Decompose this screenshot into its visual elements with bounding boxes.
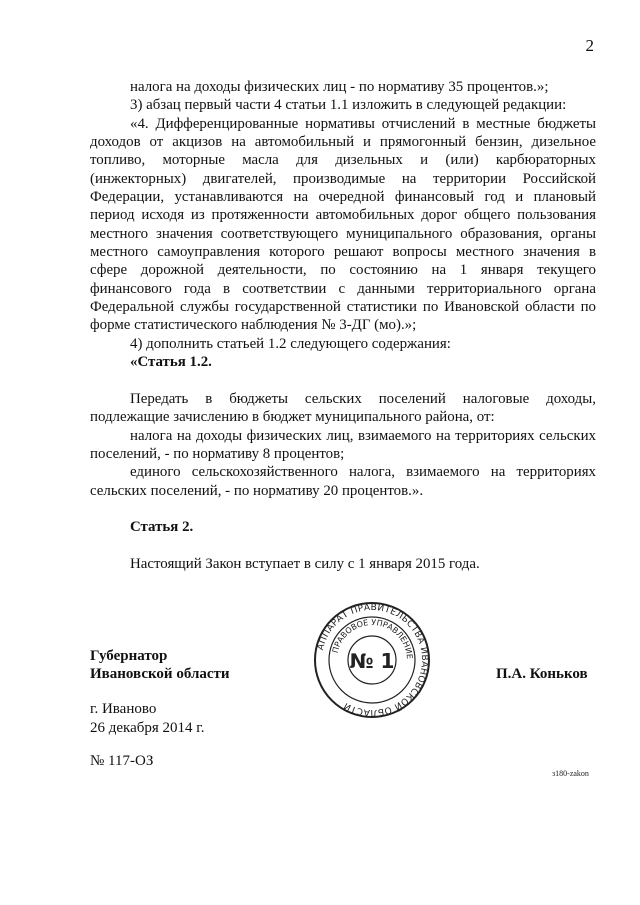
- document-body: [90, 78, 596, 573]
- blank-line: [90, 537, 596, 555]
- stamp-outer-text: АППАРАТ ПРАВИТЕЛЬСТВА ИВАНОВСКОЙ ОБЛАСТИ: [315, 602, 430, 718]
- blank-line: [90, 500, 596, 518]
- paragraph: налога на доходы физических лиц, взимаемого на территориях сельских поселений, - по нормативу 8 процентов;: [90, 427, 596, 462]
- signature-title: [90, 647, 230, 683]
- paragraph: Передать в бюджеты сельских поселений налоговые доходы, подлежащие зачислению в бюджет муниципального района, от:: [90, 390, 596, 426]
- paragraph: Настоящий Закон вступает в силу с 1 января 2015 года.: [130, 555, 480, 572]
- signature-title-line1: Губернатор: [90, 648, 168, 664]
- paragraph: 4) дополнить статьей 1.2 следующего содержания:: [130, 335, 451, 352]
- paragraph: «4. Дифференцированные нормативы отчислений в местные бюджеты доходов от акцизов на автомобильный и прямогонный бензин, дизельное топливо, моторные масла для дизельных и (или) карбюраторных (инжекторных) двигателей, производимые на территории Российской Федерации, устанавливаются на очередной финансовый год и плановый период исходя из протяженности автомобильных дорог общего пользования местного значения соответствующего муниципального образования, органы местного самоуправления которого решают вопросы местного значения в сфере дорожной деятельности, по состоянию на 1 января текущего финансового года в соответствии с данными территориального органа Федеральной службы государственной статистики по Ивановской области по форме статистического наблюдения № 3-ДГ (мо).»;: [90, 115, 596, 334]
- official-stamp: [312, 600, 432, 720]
- stamp-inner-text: ПРАВОВОЕ УПРАВЛЕНИЕ: [330, 617, 415, 660]
- place-date-block: [90, 700, 205, 738]
- signature-title-line2: Ивановской области: [90, 666, 230, 682]
- article-heading: «Статья 1.2.: [130, 354, 212, 371]
- page-number: 2: [585, 36, 594, 55]
- paragraph: 3) абзац первый части 4 статьи 1.1 изложить в следующей редакции:: [130, 97, 567, 114]
- place: г. Иваново: [90, 701, 157, 717]
- stamp-number: № 1: [349, 649, 395, 673]
- article-heading: Статья 2.: [130, 519, 194, 536]
- document-code: з180-zakon: [552, 769, 589, 778]
- paragraph: единого сельскохозяйственного налога, взимаемого на территориях сельских поселений, - по нормативу 20 процентов.».: [90, 464, 596, 499]
- law-number: № 117-ОЗ: [90, 753, 154, 769]
- blank-line: [90, 372, 596, 390]
- signature-name: П.А. Коньков: [496, 666, 588, 682]
- paragraph: налога на доходы физических лиц - по нормативу 35 процентов.»;: [130, 79, 549, 95]
- date: 26 декабря 2014 г.: [90, 720, 205, 736]
